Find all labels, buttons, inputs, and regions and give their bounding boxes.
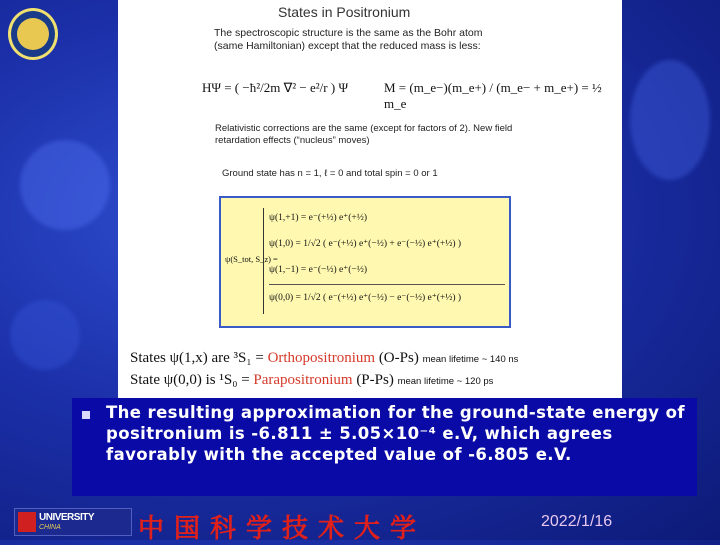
figure-intro-text: The spectroscopic structure is the same as the Bohr atom (same Hamiltonian) except that the reduced mass is less:	[214, 27, 483, 52]
spin-state-row: ψ(1,0) = 1/√2 ( e⁻(+½) e⁺(−½) + e⁻(−½) e⁺(+½) )	[269, 239, 462, 249]
university-name: 中国科学技术大学	[138, 514, 427, 544]
university-seal-logo	[8, 8, 58, 60]
reduced-mass-equation: M = (m_e−)(m_e+) / (m_e− + m_e+) = ½ m_e	[384, 80, 602, 111]
parapositronium-line	[130, 372, 493, 389]
footer-university-logo	[14, 508, 132, 536]
background-decoration	[20, 140, 110, 230]
spin-state-row: ψ(1,−1) = e⁻(−½) e⁺(−½)	[269, 265, 368, 275]
orthopositronium-line	[130, 350, 518, 367]
logo-subtext: CHINA	[39, 524, 61, 531]
bullet-point-box	[72, 398, 697, 496]
square-bullet-icon	[82, 411, 90, 419]
spin-state-lhs: ψ(S_tot, S_z) =	[225, 254, 278, 264]
spin-state-row: ψ(1,+1) = e⁻(+½) e⁺(+½)	[269, 213, 368, 223]
background-decoration	[630, 60, 710, 180]
states-prefix: States ψ(1,x) are ³S₁ =	[130, 350, 268, 366]
relativistic-note: Relativistic corrections are the same (except for factors of 2). New field retardation effects (“nucleus” moves)	[215, 123, 513, 146]
ground-state-text: Ground state has n = 1, ℓ = 0 and total spin = 0 or 1	[222, 168, 438, 179]
pps-abbr: (P-Ps)	[356, 372, 394, 388]
parapositronium-label: Parapositronium	[253, 372, 353, 388]
slide-date: 2022/1/16	[541, 513, 613, 530]
ops-abbr: (O-Ps)	[378, 350, 419, 366]
hamiltonian-equation: HΨ = ( −ħ²/2m ∇² − e²/r ) Ψ	[202, 80, 349, 95]
logo-text: UNIVERSITY	[39, 512, 95, 523]
ops-lifetime: mean lifetime ~ 140 ns	[422, 354, 519, 365]
pps-lifetime: mean lifetime ~ 120 ps	[397, 376, 494, 387]
orthopositronium-label: Orthopositronium	[267, 350, 376, 366]
spin-states-box	[219, 196, 511, 328]
logo-mark-icon	[18, 512, 36, 532]
background-decoration	[10, 300, 80, 370]
states-prefix: State ψ(0,0) is ¹S₀ =	[130, 372, 254, 388]
bullet-text: The resulting approximation for the ground-state energy of positronium is -6.811 ± 5.05×10⁻⁴ e.V, which agrees favorably with the accepted value of -6.805 e.V.	[106, 403, 685, 464]
spin-state-row: ψ(0,0) = 1/√2 ( e⁻(+½) e⁺(−½) − e⁻(−½) e⁺(+½) )	[269, 293, 462, 303]
figure-title: States in Positronium	[278, 4, 411, 20]
positronium-figure	[118, 0, 622, 398]
